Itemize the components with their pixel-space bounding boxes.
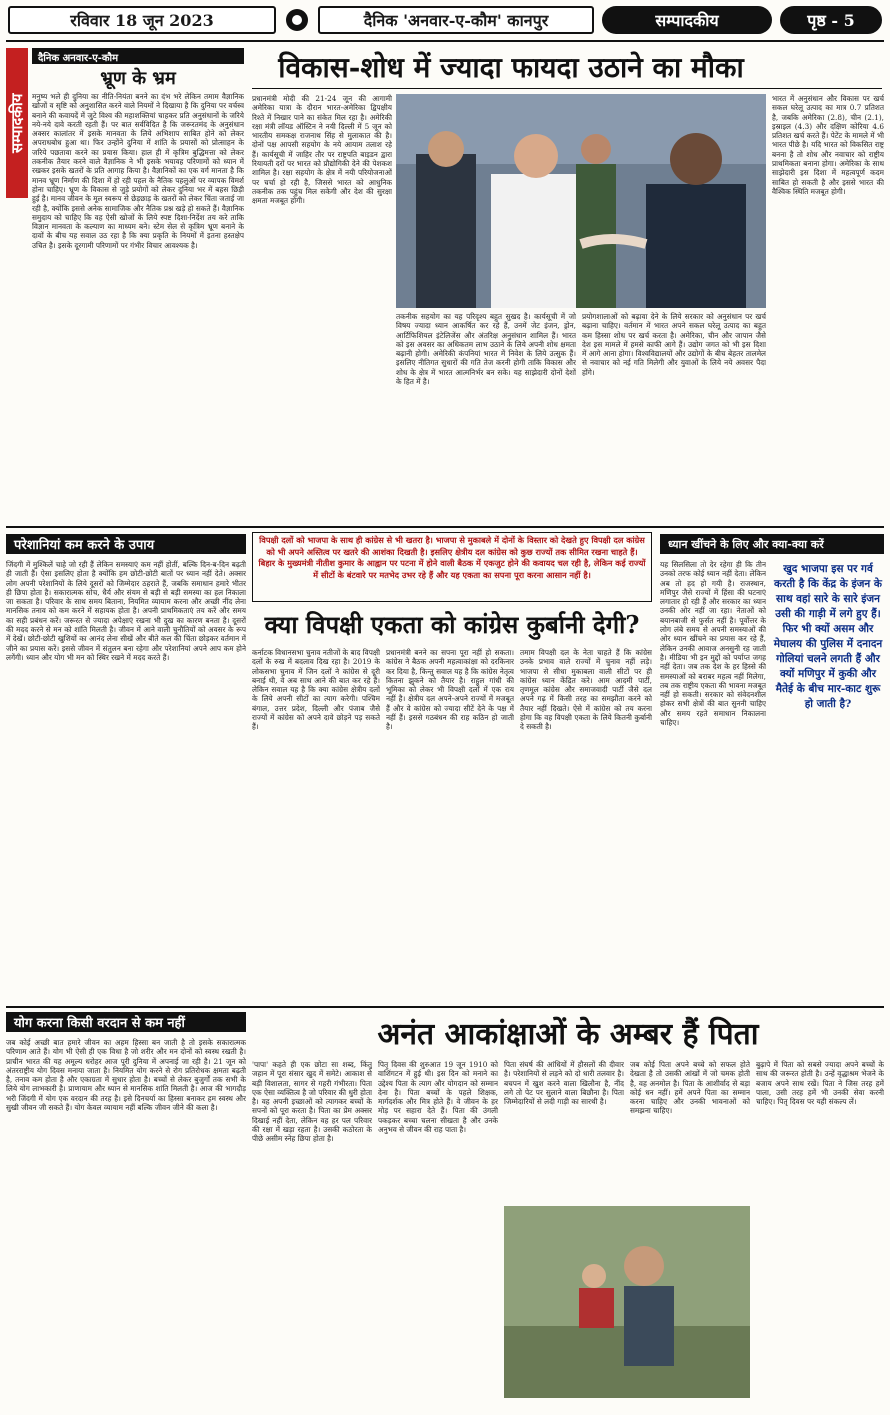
lead-photo [396, 94, 766, 308]
editorial-side-label [6, 48, 28, 198]
father-column-1: 'पापा' कहते ही एक छोटा सा शब्द, किंतु जहान में पूरा संसार खुद में समेटे। आकाश से बड़ी विशालता, सागर से गहरी गंभीरता। पिता एक ऐसा व्यक्तित्व है जो परिवार की धुरी होता है। वह अपनी इच्छाओं को त्यागकर बच्चों के सपनों को पूरा करता है। पिता का प्रेम अक्सर दिखाई नहीं देता, लेकिन वह हर पल परिवार की रक्षा में खड़ा रहता है। उसकी कठोरता के पीछे असीम स्नेह छिपा होता है। [252, 1060, 372, 1144]
masthead-rule [6, 40, 884, 42]
father-child-image [504, 1206, 750, 1398]
lead-column-1: प्रधानमंत्री मोदी की 21-24 जून की आगामी अमेरिका यात्रा के दौरान भारत-अमेरिका द्विपक्षीय रिश्ते में निखार पाने का संकेत मिल रहा है। अमेरिकी रक्षा मंत्री लॉयड ऑस्टिन ने नयी दिल्ली में 5 जून को भारतीय समकक्ष राजनाथ सिंह से मुलाकात की है। दोनों पक्ष आपसी सहयोग के नये आयाम तलाश रहे हैं। कार्यसूची में जाहिर तौर पर राष्ट्रपति बाइडन द्वारा रियायती दरों पर भारत को प्रौद्योगिकी देने की पेशकश शामिल है। रक्षा सहयोग के क्षेत्र में नयी परियोजनाओं पर चर्चा हो रही है, जिससे भारत को आधुनिक तकनीक तक पहुंच मिल सकेगी और देश की सुरक्षा क्षमता मजबूत होगी। [252, 94, 392, 206]
section-banner [602, 6, 772, 34]
opposition-intro: विपक्षी दलों को भाजपा के साथ ही कांग्रेस से भी खतरा है। भाजपा से मुकाबले में दोनों के विस्तार को देखते हुए विपक्षी दल कांग्रेस को भी अपने अस्तित्व पर खतरे की आशंका दिखती है। इसलिए क्षेत्रीय दल कांग्रेस को कुछ राज्यों तक सीमित रखना चाहते हैं। बिहार के मुख्यमंत्री नीतीश कुमार के आह्वान पर पटना में होने वाली बैठक में एकजुट होने की कवायद चल रही है, लेकिन कई राज्यों में सीटों के बंटवारे पर मतभेद उभर रहे हैं और यह एकता का सपना पूरा करना आसान नहीं है। [258, 535, 646, 580]
problems-body: जिंदगी में मुश्किलें चाहे जो रही हैं लेकिन समस्याएं कम नहीं होतीं, बल्कि दिन-ब-दिन बढ़ती ही जाती हैं। ऐसा इसलिए होता है क्योंकि हम छोटी-छोटी बातों पर ध्यान नहीं देते। अक्सर लोग अपनी परेशानियों के लिये दूसरों को जिम्मेदार ठहराते हैं, जबकि समाधान हमारे भीतर ही छिपा होता है। सकारात्मक सोच, धैर्य और संयम से बड़ी से बड़ी समस्या का हल निकाला जा सकता है। परिवार के साथ समय बिताना, नियमित व्यायाम करना और अच्छी नींद लेना मानसिक तनाव को कम करने में सहायक होता है। अपनी प्राथमिकताएं तय करें और समय का सही प्रबंधन करें। जरूरत से ज्यादा अपेक्षाएं रखना भी दुख का कारण बनता है। दूसरों की मदद करने से मन को शांति मिलती है। जीवन में आने वाली चुनौतियों को अवसर के रूप में देखें। छोटी-छोटी खुशियों का आनंद लेना सीखें और बीते कल की चिंता छोड़कर वर्तमान में जीने का प्रयास करें। इससे जीवन में संतुलन बना रहेगा और परेशानियां अपने आप कम होने लगेंगी। ध्यान और योग भी मन को स्थिर रखने में मदद करते हैं। [6, 560, 246, 662]
father-headline: अनंत आकांक्षाओं के अम्बर हैं पिता [377, 1017, 759, 1052]
father-photo [504, 1206, 750, 1398]
editorial-source: दैनिक अनवार-ए-कौम [32, 48, 244, 64]
lead-column-4: भारत में अनुसंधान और विकास पर खर्च सकल घरेलू उत्पाद का मात्र 0.7 प्रतिशत है, जबकि अमेरिका (2.8), चीन (2.1), इस्राइल (4.3) और दक्षिण कोरिया 4.6 प्रतिशत खर्च करते हैं। पेटेंट के मामले में भी भारत पीछे है। यदि भारत को विकसित राष्ट्र बनना है तो शोध और नवाचार को राष्ट्रीय प्राथमिकता बनाना होगा। अमेरिका के साथ साझेदारी इस दिशा में महत्वपूर्ण कदम साबित हो सकती है और इससे भारत की वैश्विक स्थिति मजबूत होगी। [772, 94, 884, 196]
editorial-body: मनुष्य भले ही दुनिया का नीति-नियंता बनने का दंभ भरे लेकिन तमाम वैज्ञानिक खोजों व सृष्टि को अनुशासित करने वाले नियमों ने दिखाया है कि दुनिया पर वर्चस्व बनाने की कवायदें में जुटे विश्व की महाशक्तियां चाहकर प्रति अनुसंधानों के जरिये नये-नये दावे करती रहती हैं। पर बात सर्वविदित है कि जरूरतमंद के अनुसंधान अक्सर कालांतर में इसके मानवता के लिये अभिशाप साबित होने को लेकर अपराधबोध हुआ था। फिर उन्होंने दुनिया में शांति के प्रयासों को प्रोत्साहन के जरिये पछतावा करने का प्रयास किया। हाल ही में कृत्रिम बुद्धिमत्ता को लेकर तकनीक तैयार करने वाले वैज्ञानिक ने भी इसके भयावह परिणामों को ध्यान में रखकर इसके खतरों के प्रति आगाह किया है। वैज्ञानिकों का एक वर्ग मानता है कि मानव भ्रूण निर्माण की दिशा में हो रही पहल के नैतिक पहलुओं पर व्यापक विमर्श होना चाहिए। भ्रूण के विकास से जुड़े प्रयोगों को लेकर दुनिया भर में बहस छिड़ी हुई है। मानव जीवन के मूल स्वरूप से छेड़छाड़ के खतरों को लेकर चिंता जताई जा रही है, क्योंकि इससे अनेक सामाजिक और नैतिक प्रश्न खड़े हो सकते हैं। वैज्ञानिक समुदाय को चाहिए कि वह ऐसी खोजों के लिये स्पष्ट दिशा-निर्देश तय करे ताकि विज्ञान मानवता के कल्याण का माध्यम बने। स्टेम सेल से कृत्रिम भ्रूण बनाने के दावों के बीच यह सवाल उठ रहा है कि क्या प्रकृति के नियमों में इतना हस्तक्षेप उचित है। इसके दूरगामी परिणामों पर गंभीर विचार आवश्यक है। [32, 92, 244, 250]
father-column-4: जब कोई पिता अपने बच्चे को सफल होते देखता है तो उसकी आंखों में जो चमक होती है, वह अनमोल है। पिता के आशीर्वाद से बड़ा कोई धन नहीं। हमें अपने पिता का सम्मान करना चाहिए और उनकी भावनाओं को समझना चाहिए। [630, 1060, 750, 1116]
section-rule-2 [6, 1006, 884, 1008]
editorial-side-label-text: सम्पादकीय [8, 93, 26, 153]
page-number-box [780, 6, 882, 34]
opposition-column-3: तमाम विपक्षी दल के नेता चाहते हैं कि कांग्रेस उनके प्रभाव वाले राज्यों में चुनाव नहीं लड़े। भाजपा से सीधा मुकाबला वाली सीटों पर ही कांग्रेस ध्यान केंद्रित करे। आम आदमी पार्टी, तृणमूल कांग्रेस और समाजवादी पार्टी जैसे दल अपने गढ़ में किसी तरह का समझौता करने को तैयार नहीं दिखते। ऐसे में कांग्रेस को तय करना होगा कि वह विपक्षी एकता के लिये कितनी कुर्बानी दे सकती है। [520, 648, 652, 732]
father-column-5: बुढ़ापे में पिता को सबसे ज्यादा अपने बच्चों के साथ की जरूरत होती है। उन्हें वृद्धाश्रम भेजने के बजाय अपने साथ रखें। पिता ने जिस तरह हमें पाला, उसी तरह हमें भी उनकी सेवा करनी चाहिए। पितृ दिवस पर यही संकल्प लें। [756, 1060, 884, 1107]
ornament-icon [282, 6, 312, 34]
lead-column-2: तकनीक सहयोग का यह परिदृश्य बहुत सुखद है। कार्यसूची में जो विषय ज्यादा ध्यान आकर्षित कर रहे हैं, उनमें जेट इंजन, ड्रोन, आर्टिफिशियल इंटेलिजेंस और अंतरिक्ष अनुसंधान शामिल हैं। भारत को इस अवसर का अधिकतम लाभ उठाने के लिये अपनी शोध क्षमता बढ़ानी होगी। अमेरिकी कंपनियां भारत में निवेश के लिये उत्सुक हैं। इसलिए नीतिगत सुधारों की गति तेज करनी होगी ताकि विकास और शोध के क्षेत्र में भारत आत्मनिर्भर बन सके। यह साझेदारी दोनों देशों के हित में है। [396, 312, 576, 387]
attention-quote-box [772, 562, 884, 792]
section-name: सम्पादकीय [655, 11, 719, 30]
lead-headline: विकास-शोध में ज्यादा फायदा उठाने का मौका [278, 51, 744, 84]
problems-head [6, 534, 246, 554]
page-number: पृष्ठ - 5 [807, 11, 855, 30]
date-box [8, 6, 276, 34]
father-column-3: पिता संघर्ष की आंधियों में हौसलों की दीवार है। परेशानियों से लड़ने को दो धारी तलवार है। बचपन में खुश करने वाला खिलौना है, नींद लगे तो पेट पर सुलाने वाला बिछौना है। पिता जिम्मेदारियों से लदी गाड़ी का सारथी है। [504, 1060, 624, 1107]
father-column-2: पितृ दिवस की शुरुआत 19 जून 1910 को वाशिंगटन में हुई थी। इस दिन को मनाने का उद्देश्य पिता के त्याग और योगदान को सम्मान देना है। पिता बच्चों के पहले शिक्षक, मार्गदर्शक और मित्र होते हैं। वे जीवन के हर मोड़ पर सहारा देते हैं। पिता की उंगली पकड़कर बच्चा चलना सीखता है और उनके अनुभव से जीवन की राह पाता है। [378, 1060, 498, 1135]
yoga-head [6, 1012, 246, 1032]
opposition-column-2: प्रधानमंत्री बनने का सपना पूरा नहीं हो सकता। कांग्रेस ने बैठक अपनी महत्वाकांक्षा को दरकिनार कर दिया है, किन्तु सवाल यह है कि कांग्रेस नेतृत्व कितना झुकने को तैयार है। राहुल गांधी की भूमिका को लेकर भी विपक्षी दलों में एक राय नहीं है। क्षेत्रीय दल अपने-अपने राज्यों में मजबूत हैं और वे कांग्रेस को ज्यादा सीटें देने के पक्ष में नहीं हैं। इससे गठबंधन की राह कठिन हो जाती है। [386, 648, 514, 732]
opposition-headline: क्या विपक्षी एकता को कांग्रेस कुर्बानी देगी? [264, 610, 640, 639]
opposition-intro-box [252, 532, 652, 602]
section-rule-1 [6, 526, 884, 528]
yoga-body: जब कोई अच्छी बात हमारे जीवन का अहम हिस्सा बन जाती है तो इसके सकारात्मक परिणाम आते हैं। योग भी ऐसी ही एक विधा है जो शरीर और मन दोनों को स्वस्थ रखती है। प्राचीन भारत की यह अमूल्य धरोहर आज पूरी दुनिया में अपनाई जा रही है। 21 जून को अंतरराष्ट्रीय योग दिवस मनाया जाता है। नियमित योग करने से रोग प्रतिरोधक क्षमता बढ़ती है, तनाव कम होता है और एकाग्रता में सुधार होता है। बच्चों से लेकर बुजुर्गों तक सभी के लिये योग लाभकारी है। प्राणायाम और ध्यान से मानसिक शांति मिलती है। आज की भागदौड़ भरी जिंदगी में योग एक वरदान की तरह है। इसे दिनचर्या का हिस्सा बनाकर हम स्वस्थ और सुखी जीवन जी सकते हैं। योग केवल व्यायाम नहीं बल्कि जीवन जीने की कला है। [6, 1038, 246, 1113]
attention-body: यह सिलसिला तो देर रहेगा ही कि तीन उनको तरफ कोई ध्यान नहीं देता। लेकिन अब तो हद हो गयी है। राजस्थान, मणिपुर जैसे राज्यों में हिंसा की घटनाएं लगातार हो रही हैं और सरकार का ध्यान उनकी ओर नहीं जा रहा। नेताओं को बयानबाजी से फुर्सत नहीं है। पूर्वोत्तर के लोग लंबे समय से अपनी समस्याओं की ओर ध्यान खींचने का प्रयास कर रहे हैं, लेकिन उनकी आवाज अनसुनी रह जाती है। मीडिया भी इन मुद्दों को पर्याप्त जगह नहीं देता। जब तक देश के हर हिस्से की समस्याओं को बराबर महत्व नहीं मिलेगा, तब तक राष्ट्रीय एकता की भावना मजबूत नहीं हो सकती। सरकार को संवेदनशील होकर सभी क्षेत्रों की बात सुननी चाहिए और समय रहते समाधान निकालना चाहिए। [660, 560, 766, 728]
editorial-title: भ्रूण के भ्रम [100, 68, 176, 89]
paper-name: दैनिक 'अनवार-ए-कौम' कानपुर [363, 11, 549, 30]
attention-head-text: ध्यान खींचने के लिए और क्या-क्या करें [668, 537, 824, 551]
leaders-handshake-image [396, 94, 766, 308]
attention-quote: खुद भाजपा इस पर गर्व करती है कि केंद्र के इंजन के साथ वहां सारे के सारे इंजन उसी की गाड़ी में लगे हुए हैं। फिर भी क्यों असम और मेघालय की पुलिस में दनादन गोलियां चलने लगती हैं और क्यों मणिपुर में कुकी और मैतेई के बीच मार-काट शुरू हो जाती है? [773, 563, 883, 710]
attention-head [660, 534, 884, 554]
yoga-head-text: योग करना किसी वरदान से कम नहीं [14, 1016, 185, 1031]
opposition-column-1: कर्नाटक विधानसभा चुनाव नतीजों के बाद विपक्षी दलों के रुख में बदलाव दिख रहा है। 2019 के लोकसभा चुनाव में जिन दलों ने कांग्रेस से दूरी बनाई थी, वे अब साथ आने की बात कर रहे हैं। लेकिन सवाल यह है कि क्या कांग्रेस क्षेत्रीय दलों के लिये अपनी सीटों का त्याग करेगी। पश्चिम बंगाल, उत्तर प्रदेश, दिल्ली और पंजाब जैसे राज्यों में कांग्रेस को अपने दावे छोड़ने पड़ सकते हैं। [252, 648, 380, 732]
problems-head-text: परेशानियां कम करने के उपाय [14, 538, 155, 553]
paper-name-box [318, 6, 594, 34]
date: रविवार 18 जून 2023 [70, 11, 214, 30]
lead-column-3: प्रयोगशालाओं को बढ़ावा देने के लिये सरकार को अनुसंधान पर खर्च बढ़ाना चाहिए। वर्तमान में भारत अपने सकल घरेलू उत्पाद का बहुत कम हिस्सा शोध पर खर्च करता है। अमेरिका, चीन और जापान जैसे देश इस मामले में हमसे काफी आगे हैं। उद्योग जगत को भी इस दिशा में आगे आना होगा। विश्वविद्यालयों और उद्योगों के बीच बेहतर तालमेल से नवाचार को नई गति मिलेगी और युवाओं के लिये नये अवसर पैदा होंगे। [582, 312, 766, 377]
lead-rule [252, 88, 882, 89]
